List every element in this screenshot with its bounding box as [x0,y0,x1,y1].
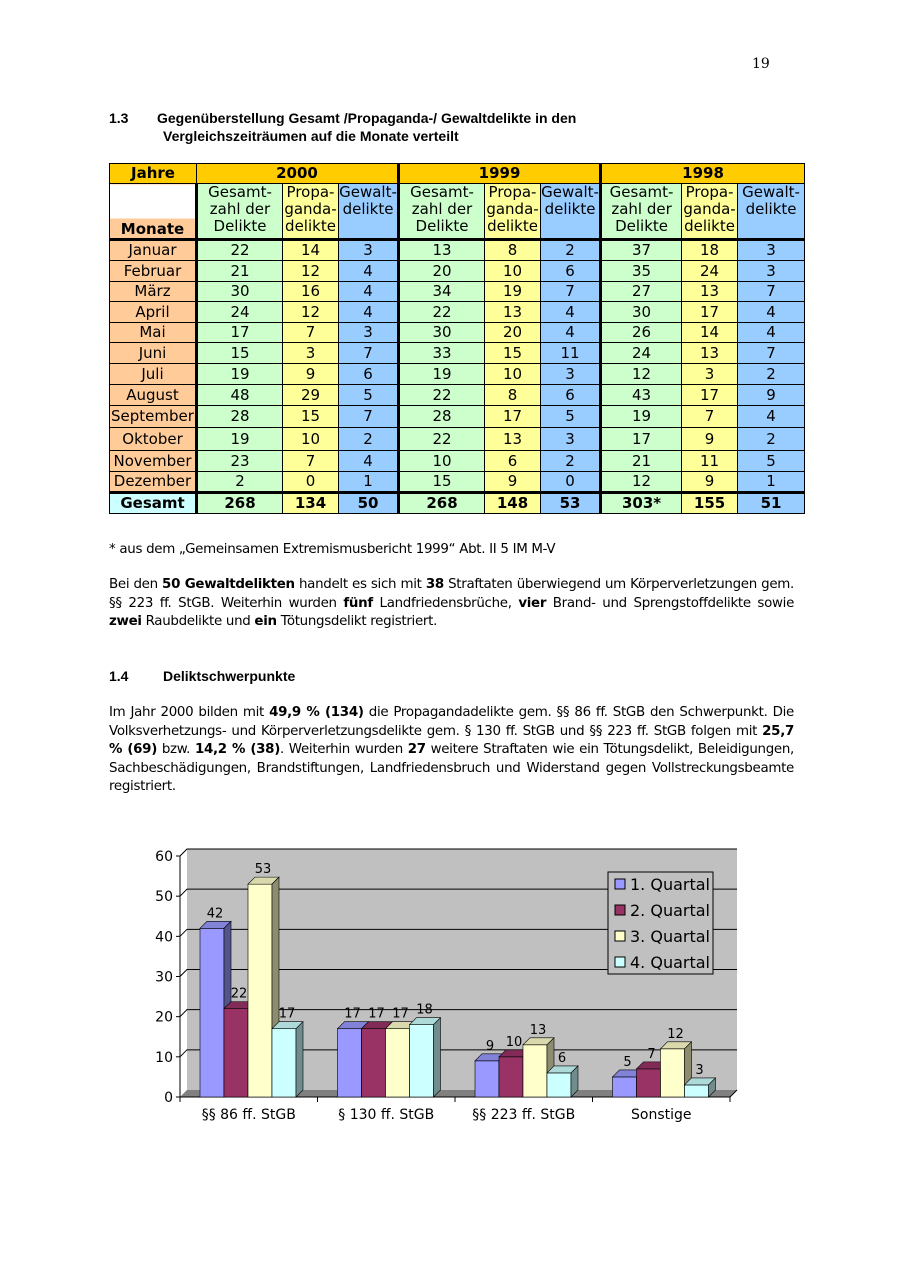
data-label: 17 [278,1006,296,1022]
text: Bei den [109,577,163,592]
section-1-3-heading [109,110,576,126]
emphasis: 38 [425,577,444,592]
month-cell: Dezember [110,472,197,493]
value-cell: 15 [399,472,485,493]
value-cell: 3 [541,428,601,451]
value-cell: 7 [339,343,399,364]
bar-front [200,928,224,1097]
data-label: 12 [667,1026,684,1042]
header-text-line: Gewalt- [541,183,599,201]
month-cell: Februar [110,261,197,282]
value-cell: 4 [738,302,805,323]
quarterly-offences-chart [140,838,760,1138]
value-cell: 0 [541,472,601,493]
text: Im Jahr 2000 bilden mit [109,705,270,720]
value-cell: 10 [399,451,485,472]
data-label: 17 [368,1006,385,1022]
value-cell: 14 [682,323,738,343]
data-label: 5 [623,1054,632,1070]
x-tick-label: §§ 223 ff. StGB [472,1107,576,1123]
value-cell: 4 [738,406,805,428]
header-year-1999: 1999 [399,164,601,184]
emphasis: 25,7 % (69) [109,723,794,758]
footnote: * aus dem „Gemeinsamen Extremismusbericht 1999“ Abt. II 5 IM M-V [109,542,556,557]
value-cell: 2 [339,428,399,451]
header-text-line: Propa- [685,183,734,201]
value-cell: 22 [399,302,485,323]
value-cell: 3 [283,343,339,364]
value-cell: 1 [738,472,805,493]
value-cell: 4 [339,261,399,282]
total-value: 50 [339,493,399,514]
table-row [110,385,805,406]
value-cell: 35 [601,261,682,282]
month-cell: Mai [110,323,197,343]
text: Landfriedensbrüche, [372,595,519,611]
value-cell: 4 [738,323,805,343]
emphasis: 50 Gewaltdelikten [162,577,295,592]
y-tick-label: 40 [155,929,173,946]
bar-front [386,1029,410,1097]
value-cell: 11 [682,451,738,472]
header-propaganda-2000 [283,184,339,240]
text: bzw. [157,742,195,758]
value-cell: 17 [682,385,738,406]
header-text-line: Delikte [213,217,267,235]
text: Straftaten überwiegend um Körperverletzungen gem. §§ 223 ff. StGB. Weiterhin wurden [109,577,794,611]
value-cell: 20 [485,323,541,343]
value-cell: 1 [339,472,399,493]
header-text-line: Propa- [488,183,537,201]
value-cell: 10 [485,364,541,385]
bar-front [410,1025,434,1097]
emphasis: 14,2 % (38) [194,742,281,758]
value-cell: 2 [738,428,805,451]
data-label: 9 [485,1038,495,1054]
bar-front [637,1069,661,1097]
value-cell: 34 [399,282,485,302]
text: die Propagandadelikte gem. §§ 86 ff. StGB den Schwerpunkt. Die Volksverhetzungs- und Körperverletzungsdelikte gem. § 130 ff. StGB und §§ 223 ff. StGB folgen mit [109,705,794,739]
value-cell: 9 [682,428,738,451]
bar-front [248,884,272,1097]
value-cell: 2 [541,451,601,472]
header-text-line: delikte [544,200,596,218]
text: handelt es sich mit [294,577,426,592]
value-cell: 14 [283,240,339,261]
paragraph-gewaltdelikte [109,576,794,632]
table-row [110,323,805,343]
value-cell: 22 [399,385,485,406]
total-label: Gesamt [110,493,197,514]
value-cell: 7 [339,406,399,428]
legend-label: 3. Quartal [630,927,710,946]
value-cell: 8 [485,240,541,261]
value-cell: 17 [601,428,682,451]
total-value: 268 [399,493,485,514]
value-cell: 30 [601,302,682,323]
header-text-line: zahl der [411,200,473,218]
total-value: 268 [197,493,283,514]
bar-front [547,1073,571,1097]
bar [547,1066,578,1097]
value-cell: 12 [283,261,339,282]
data-label: 53 [254,862,272,878]
value-cell: 12 [283,302,339,323]
month-cell: August [110,385,197,406]
value-cell: 15 [283,406,339,428]
legend-label: 4. Quartal [630,953,710,972]
value-cell: 13 [485,302,541,323]
value-cell: 6 [339,364,399,385]
value-cell: 12 [601,472,682,493]
value-cell: 12 [601,364,682,385]
text: Brand- und Sprengstoffdelikte sowie [546,595,795,611]
table-row [110,302,805,323]
month-cell: Juli [110,364,197,385]
total-value: 303* [601,493,682,514]
emphasis: zwei [109,614,142,630]
header-text-line: zahl der [611,200,672,218]
bar [272,1022,303,1097]
table-row [110,282,805,302]
value-cell: 22 [197,240,283,261]
value-cell: 17 [682,302,738,323]
value-cell: 3 [339,240,399,261]
value-cell: 21 [601,451,682,472]
value-cell: 30 [197,282,283,302]
value-cell: 4 [339,282,399,302]
value-cell: 43 [601,385,682,406]
value-cell: 19 [601,406,682,428]
header-monate: Monate [110,184,197,240]
emphasis: 27 [407,742,426,758]
value-cell: 6 [541,261,601,282]
header-gesamt-2000 [197,184,283,240]
data-label: 13 [529,1022,547,1038]
header-year-2000: 2000 [197,164,399,184]
legend-swatch [615,905,625,915]
header-gesamt-1999 [399,184,485,240]
value-cell: 10 [485,261,541,282]
month-cell: März [110,282,197,302]
x-tick-label: Sonstige [631,1107,692,1123]
month-cell: September [110,406,197,428]
header-text-line: delikte [285,217,336,235]
value-cell: 7 [682,406,738,428]
header-text-line: ganda- [683,200,736,218]
month-cell: Januar [110,240,197,261]
header-propaganda-1998 [682,184,738,240]
value-cell: 4 [541,323,601,343]
data-label: 7 [647,1046,656,1062]
bar-front [338,1029,362,1097]
text: . Weiterhin wurden [280,742,408,758]
table-row [110,472,805,493]
y-tick-label: 30 [155,969,173,986]
header-text-line: ganda- [284,200,337,218]
value-cell: 19 [485,282,541,302]
value-cell: 2 [738,364,805,385]
value-cell: 15 [197,343,283,364]
header-text-line: Gewalt- [339,183,397,201]
value-cell: 5 [339,385,399,406]
legend-label: 1. Quartal [630,875,710,894]
value-cell: 7 [283,451,339,472]
header-text-line: zahl der [209,200,271,218]
text: Tötungsdelikt registriert. [276,614,438,630]
value-cell: 0 [283,472,339,493]
bar-front [499,1057,523,1097]
legend-label: 2. Quartal [630,901,710,920]
emphasis: 49,9 % (134) [269,705,364,720]
value-cell: 5 [541,406,601,428]
value-cell: 15 [485,343,541,364]
y-tick-label: 10 [155,1049,173,1066]
data-label: 17 [392,1006,409,1022]
table-row [110,240,805,261]
month-cell: April [110,302,197,323]
value-cell: 48 [197,385,283,406]
table-row [110,406,805,428]
data-label: 18 [416,1002,433,1018]
value-cell: 24 [682,261,738,282]
value-cell: 22 [399,428,485,451]
value-cell: 13 [682,282,738,302]
value-cell: 9 [283,364,339,385]
table-row [110,428,805,451]
value-cell: 8 [485,385,541,406]
total-value: 53 [541,493,601,514]
section-number: 1.3 [109,110,129,126]
data-label: 17 [344,1006,361,1022]
text: Raubdelikte und [141,614,255,630]
emphasis: ein [254,614,277,630]
value-cell: 3 [541,364,601,385]
value-cell: 19 [399,364,485,385]
value-cell: 21 [197,261,283,282]
value-cell: 37 [601,240,682,261]
y-tick-label: 60 [155,849,173,865]
header-text-line: delikte [487,217,538,235]
value-cell: 28 [399,406,485,428]
month-cell: Oktober [110,428,197,451]
bar-front [272,1029,296,1097]
legend-swatch [615,957,625,967]
header-gewalt-1998 [738,184,805,240]
header-text-line: delikte [684,217,735,235]
bar [410,1018,441,1097]
value-cell: 7 [738,282,805,302]
value-cell: 19 [197,428,283,451]
total-value: 155 [682,493,738,514]
section-title-line2: Vergleichszeiträumen auf die Monate verteilt [163,128,459,144]
header-text-line: Gewalt- [742,183,800,201]
chart-svg [140,838,760,1138]
data-label: 10 [505,1034,523,1050]
value-cell: 26 [601,323,682,343]
section-title-line1: Gegenüberstellung Gesamt /Propaganda-/ Gewaltdelikte in den [157,110,577,126]
y-tick-label: 50 [155,889,173,906]
header-text-line: delikte [342,200,394,218]
value-cell: 17 [197,323,283,343]
table-row [110,364,805,385]
value-cell: 3 [682,364,738,385]
y-tick-label: 20 [155,1009,173,1026]
section-title: Deliktschwerpunkte [163,668,296,684]
section-1-4-heading [109,668,295,684]
value-cell: 4 [541,302,601,323]
x-tick-label: §§ 86 ff. StGB [201,1107,296,1123]
y-tick-label: 0 [164,1090,173,1106]
month-cell: November [110,451,197,472]
data-label: 42 [206,906,224,922]
text: weitere Straftaten wie ein Tötungsdelikt, Beleidigungen, Sachbeschädigungen, Brandstiftungen, Landfriedensbruch und Widerstand gegen Vollstreckungsbeamte registriert. [109,742,794,795]
value-cell: 7 [541,282,601,302]
value-cell: 9 [738,385,805,406]
table-row [110,343,805,364]
value-cell: 17 [485,406,541,428]
header-text-line: delikte [745,200,797,218]
value-cell: 11 [541,343,601,364]
header-gesamt-1998 [601,184,682,240]
value-cell: 18 [682,240,738,261]
bar-front [661,1049,685,1097]
header-gewalt-2000 [339,184,399,240]
header-text-line: Gesamt- [208,183,272,201]
table-row [110,451,805,472]
header-year-1998: 1998 [601,164,805,184]
value-cell: 30 [399,323,485,343]
value-cell: 13 [399,240,485,261]
header-gewalt-1999 [541,184,601,240]
header-text-line: Delikte [415,217,469,235]
value-cell: 4 [339,451,399,472]
value-cell: 7 [738,343,805,364]
total-value: 51 [738,493,805,514]
section-number: 1.4 [109,668,129,684]
bar-front [523,1045,547,1097]
page-number: 19 [752,56,770,72]
value-cell: 2 [541,240,601,261]
data-label: 3 [695,1062,704,1078]
value-cell: 6 [485,451,541,472]
value-cell: 4 [339,302,399,323]
legend-swatch [615,879,625,889]
header-text-line: Propa- [286,183,335,201]
value-cell: 10 [283,428,339,451]
value-cell: 5 [738,451,805,472]
emphasis: vier [518,595,547,611]
value-cell: 7 [283,323,339,343]
data-label: 22 [230,986,248,1002]
header-text-line: Gesamt- [609,183,674,201]
value-cell: 13 [485,428,541,451]
header-jahre: Jahre [110,164,197,184]
bar-front [224,1009,248,1097]
value-cell: 28 [197,406,283,428]
monthly-offences-table [109,163,805,514]
bar-side [296,1022,303,1097]
value-cell: 16 [283,282,339,302]
legend-swatch [615,931,625,941]
header-text-line: ganda- [486,200,539,218]
header-text-line: Gesamt- [410,183,474,201]
bar-front [475,1061,499,1097]
bar-front [685,1085,709,1097]
bar-side [434,1018,441,1097]
month-cell: Juni [110,343,197,364]
value-cell: 27 [601,282,682,302]
value-cell: 9 [682,472,738,493]
value-cell: 13 [682,343,738,364]
value-cell: 2 [197,472,283,493]
value-cell: 6 [541,385,601,406]
value-cell: 29 [283,385,339,406]
value-cell: 24 [197,302,283,323]
x-tick-label: § 130 ff. StGB [338,1107,435,1123]
value-cell: 3 [738,240,805,261]
data-label: 6 [557,1050,567,1066]
value-cell: 3 [738,261,805,282]
value-cell: 33 [399,343,485,364]
value-cell: 3 [339,323,399,343]
value-cell: 24 [601,343,682,364]
bar-front [362,1029,386,1097]
emphasis: fünf [343,595,373,611]
paragraph-schwerpunkte [109,704,794,797]
total-value: 134 [283,493,339,514]
value-cell: 19 [197,364,283,385]
bar-front [613,1077,637,1097]
header-text-line: Delikte [615,217,668,235]
header-propaganda-1999 [485,184,541,240]
value-cell: 9 [485,472,541,493]
value-cell: 20 [399,261,485,282]
bar [685,1078,716,1097]
total-value: 148 [485,493,541,514]
total-row [110,493,805,514]
table-row [110,261,805,282]
value-cell: 23 [197,451,283,472]
